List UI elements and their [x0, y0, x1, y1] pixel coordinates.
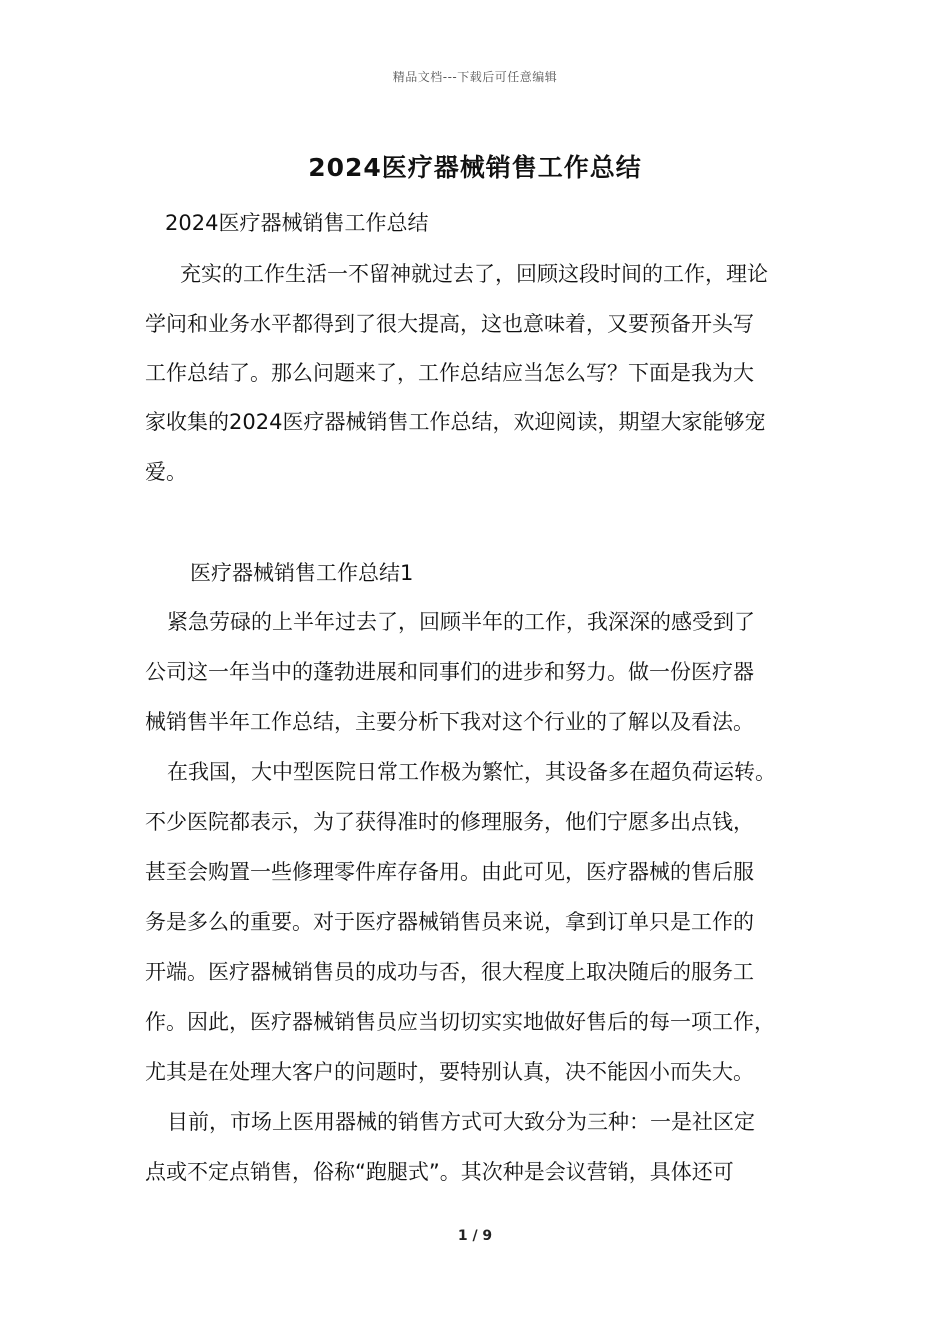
- section-line-2: 公司这一年当中的蓬勃进展和同事们的进步和努力。做一份医疗器: [145, 660, 754, 684]
- section-line-1: 紧急劳碌的上半年过去了，回顾半年的工作，我深深的感受到了: [167, 610, 755, 634]
- section-line-6: 甚至会购置一些修理零件库存备用。由此可见，医疗器械的售后服: [145, 860, 754, 884]
- section-line-4: 在我国，大中型医院日常工作极为繁忙，其设备多在超负荷运转。: [167, 760, 776, 784]
- section-line-10: 尤其是在处理大客户的问题时，要特别认真，决不能因小而失大。: [145, 1060, 754, 1084]
- intro-line-5: 爱。: [145, 460, 187, 484]
- intro-line-2: 学问和业务水平都得到了很大提高，这也意味着，又要预备开头写: [145, 312, 754, 336]
- section-line-5: 不少医院都表示，为了获得准时的修理服务，他们宁愿多出点钱，: [145, 810, 754, 834]
- document-title: 2024医疗器械销售工作总结: [308, 153, 642, 182]
- section-line-11: 目前，市场上医用器械的销售方式可大致分为三种：一是社区定: [167, 1110, 755, 1134]
- section-heading: 医疗器械销售工作总结1: [190, 561, 414, 585]
- intro-line-3: 工作总结了。那么问题来了，工作总结应当怎么写？下面是我为大: [145, 361, 754, 385]
- document-subtitle: 2024医疗器械销售工作总结: [165, 211, 429, 235]
- section-line-9: 作。因此，医疗器械销售员应当切切实实地做好售后的每一项工作，: [145, 1010, 775, 1034]
- section-line-12: 点或不定点销售，俗称“跑腿式”。其次种是会议营销，具体还可: [145, 1160, 734, 1184]
- section-line-7: 务是多么的重要。对于医疗器械销售员来说，拿到订单只是工作的: [145, 910, 754, 934]
- page-indicator: 1 / 9: [457, 1228, 493, 1244]
- intro-line-1: 充实的工作生活一不留神就过去了，回顾这段时间的工作，理论: [180, 262, 768, 286]
- section-line-8: 开端。医疗器械销售员的成功与否，很大程度上取决随后的服务工: [145, 960, 754, 984]
- intro-line-4: 家收集的2024医疗器械销售工作总结，欢迎阅读，期望大家能够宠: [145, 410, 766, 434]
- section-line-3: 械销售半年工作总结，主要分析下我对这个行业的了解以及看法。: [145, 710, 754, 734]
- page-header: 精品文档---下载后可任意编辑: [392, 70, 558, 84]
